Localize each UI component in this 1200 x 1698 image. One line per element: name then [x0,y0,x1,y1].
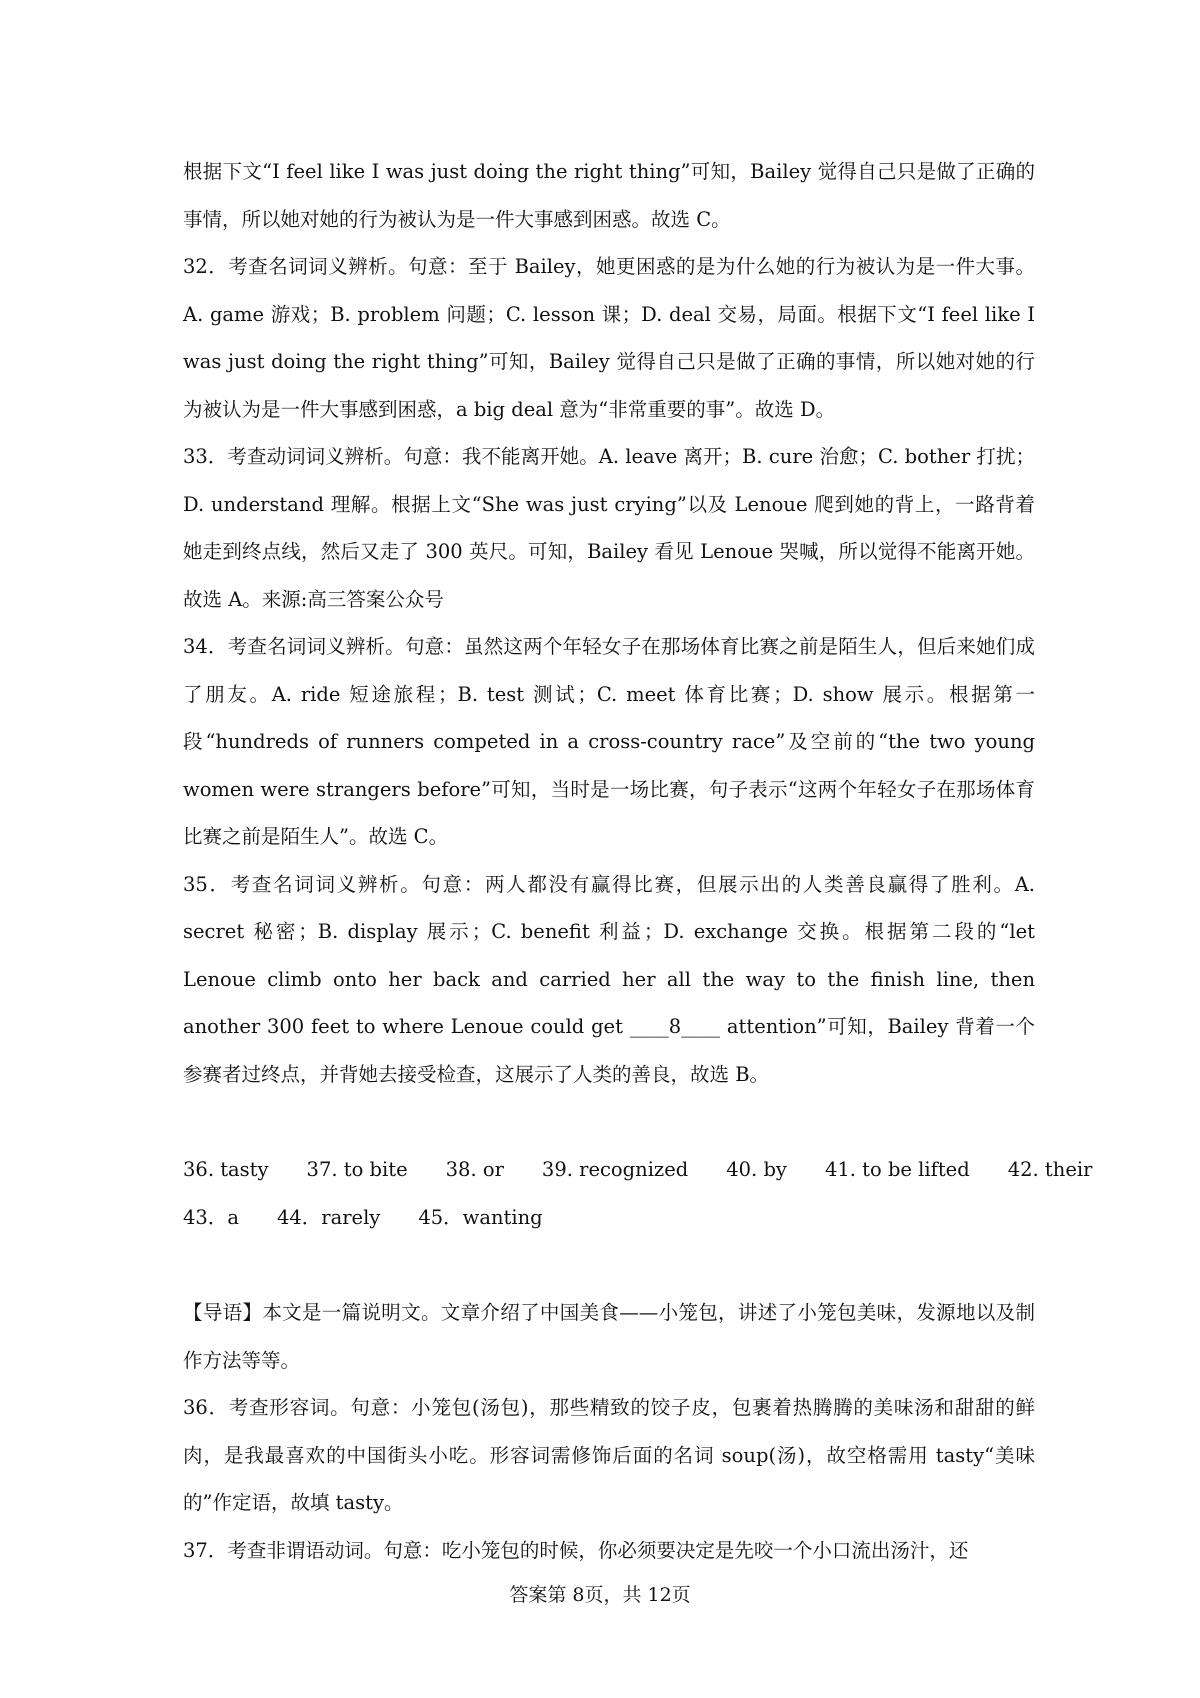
answer-43: 43．a [183,1205,239,1229]
paragraph-37: 37．考查非谓语动词。句意：吃小笼包的时候，你必须要决定是先咬一个小口流出汤汁，还 [183,1538,969,1562]
section-gap [183,1241,1035,1289]
paragraph-34: 34．考查名词词义辨析。句意：虽然这两个年轻女子在那场体育比赛之前是陌生人，但后来她们成了朋友。A. ride 短途旅程；B. test 测试；C. meet 体育比赛；D. show 展示。根据第一段“hundreds of runners competed in a cross-country race”及空前的“the two young women were strangers before”可知，当时是一场比赛，句子表示“这两个年轻女子在那场体育比赛之前是陌生人”。故选 C。 [183,635,1035,848]
paragraph-35: 35．考查名词词义辨析。句意：两人都没有赢得比赛，但展示出的人类善良赢得了胜利。A. secret 秘密；B. display 展示；C. benefit 利益；D. exchange 交换。根据第二段的“let Lenoue climb onto her back and carried her all the way to the finish line, then another 300 feet to where Lenoue could get ____8____ attention”可知，Bailey 背着一个参赛者过终点，并背她去接受检查，这展示了人类的善良，故选 B。 [183,872,1035,1086]
paragraph-36: 36．考查形容词。句意：小笼包(汤包)，那些精致的饺子皮，包裹着热腾腾的美味汤和甜甜的鲜肉，是我最喜欢的中国街头小吃。形容词需修饰后面的名词 soup(汤)，故空格需用 tasty“美味的”作定语，故填 tasty。 [183,1396,1035,1514]
answer-44: 44．rarely [276,1205,381,1229]
answer-38: 38. or [445,1158,504,1181]
answer-42: 42. their [1007,1158,1093,1181]
answer-45: 45．wanting [418,1205,543,1229]
page-footer: 答案第 8页，共 12页 [509,1584,691,1606]
answer-36: 36. tasty [183,1158,269,1181]
paragraph-32: 32．考查名词词义辨析。句意：至于 Bailey，她更困惑的是为什么她的行为被认为是一件大事。A. game 游戏；B. problem 问题；C. lesson 课；D. deal 交易，局面。根据下文“I feel like I was just doing the right thing”可知，Bailey 觉得自己只是做了正确的事情，所以她对她的行为被认为是一件大事感到困惑，a big deal 意为“非常重要的事”。故选 D。 [183,255,1035,421]
answer-40: 40. by [726,1158,787,1181]
guide-intro: 【导语】本文是一篇说明文。文章介绍了中国美食——小笼包，讲述了小笼包美味，发源地以及制作方法等等。 [183,1301,1035,1372]
section-gap [183,1098,1035,1146]
answer-41: 41. to be lifted [824,1158,970,1181]
page-content [183,148,1093,1574]
answer-key-row-1 [183,1146,1093,1194]
answer-37: 37. to bite [306,1158,408,1181]
paragraph-31-continued: 根据下文“I feel like I was just doing the right thing”可知，Bailey 觉得自己只是做了正确的事情，所以她对她的行为被认为是一件大事感到困惑。故选 C。 [183,160,1035,231]
answer-key-row-2 [183,1194,1035,1242]
answer-39: 39. recognized [541,1158,689,1181]
paragraph-33: 33．考查动词词义辨析。句意：我不能离开她。A. leave 离开；B. cure 治愈；C. bother 打扰；D. understand 理解。根据上文“She was just crying”以及 Lenoue 爬到她的背上，一路背着她走到终点线，然后又走了 300 英尺。可知，Bailey 看见 Lenoue 哭喊，所以觉得不能离开她。故选 A。来源:高三答案公众号 [183,445,1035,611]
